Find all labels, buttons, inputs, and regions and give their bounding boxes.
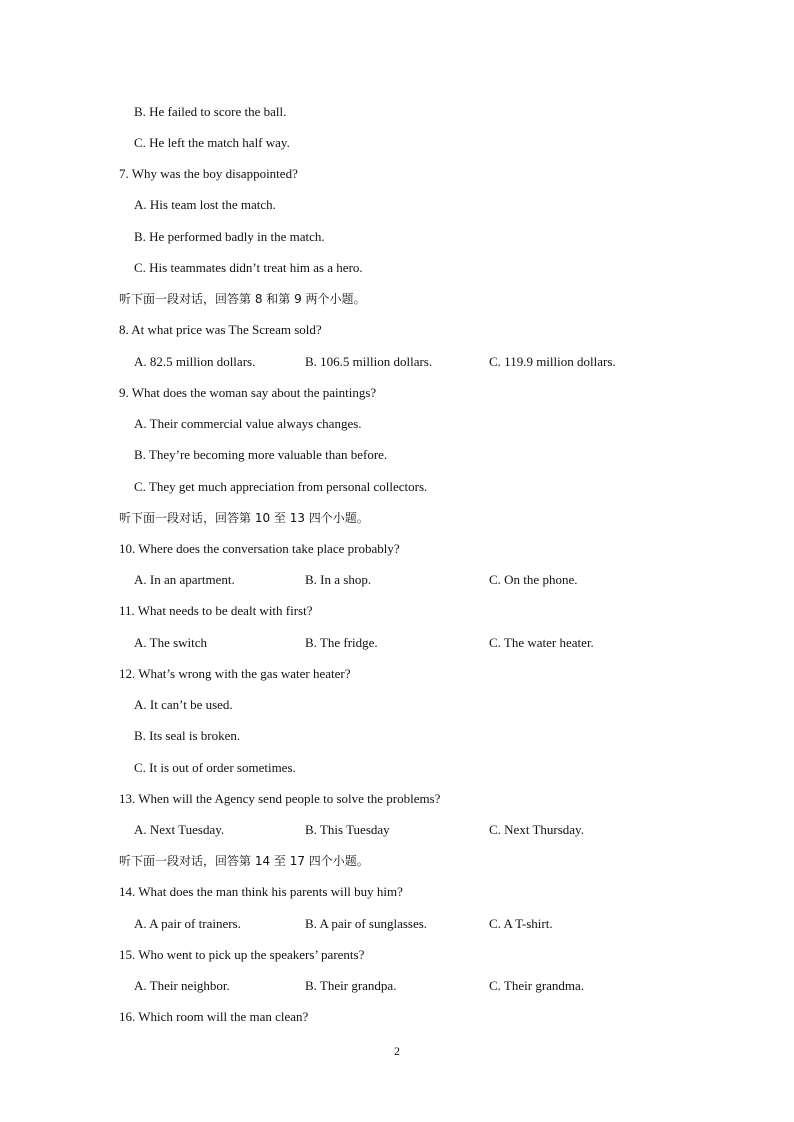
q14-options bbox=[134, 916, 694, 932]
q9-option-c: C. They get much appreciation from personal collectors. bbox=[134, 479, 428, 494]
q15-option-c: C. Their grandma. bbox=[489, 978, 585, 993]
q14-option-c: C. A T-shirt. bbox=[489, 916, 553, 931]
q10-option-a: A. In an apartment. bbox=[134, 572, 235, 587]
q7-option-c: C. His teammates didn’t treat him as a hero. bbox=[134, 260, 363, 275]
instruction-8-9: 听下面一段对话，回答第 8 和第 9 两个小题。 bbox=[119, 292, 366, 306]
q7-option-a: A. His team lost the match. bbox=[134, 197, 276, 212]
q9-question: 9. What does the woman say about the paintings? bbox=[119, 385, 377, 400]
q13-option-c: C. Next Thursday. bbox=[489, 822, 584, 837]
q15-options bbox=[134, 978, 694, 994]
instruction-10-13: 听下面一段对话，回答第 10 至 13 四个小题。 bbox=[119, 511, 369, 525]
q11-option-c: C. The water heater. bbox=[489, 635, 594, 650]
page-number: 2 bbox=[394, 1044, 400, 1058]
q8-options bbox=[134, 354, 694, 370]
q7-question: 7. Why was the boy disappointed? bbox=[119, 166, 298, 181]
q11-option-b: B. The fridge. bbox=[305, 635, 378, 650]
q10-option-b: B. In a shop. bbox=[305, 572, 372, 587]
q13-option-b: B. This Tuesday bbox=[305, 822, 390, 837]
q8-option-c: C. 119.9 million dollars. bbox=[489, 354, 616, 369]
q8-question: 8. At what price was The Scream sold? bbox=[119, 322, 322, 337]
q6-option-c: C. He left the match half way. bbox=[134, 135, 290, 150]
q15-option-a: A. Their neighbor. bbox=[134, 978, 230, 993]
q6-option-b: B. He failed to score the ball. bbox=[134, 104, 287, 119]
q13-option-a: A. Next Tuesday. bbox=[134, 822, 225, 837]
q13-question: 13. When will the Agency send people to solve the problems? bbox=[119, 791, 441, 806]
q14-question: 14. What does the man think his parents will buy him? bbox=[119, 884, 403, 899]
q12-option-b: B. Its seal is broken. bbox=[134, 728, 241, 743]
q15-option-b: B. Their grandpa. bbox=[305, 978, 397, 993]
q11-question: 11. What needs to be dealt with first? bbox=[119, 603, 313, 618]
q9-option-b: B. They’re becoming more valuable than before. bbox=[134, 447, 388, 462]
q11-option-a: A. The switch bbox=[134, 635, 208, 650]
q8-option-b: B. 106.5 million dollars. bbox=[305, 354, 433, 369]
q12-option-c: C. It is out of order sometimes. bbox=[134, 760, 296, 775]
q10-question: 10. Where does the conversation take place probably? bbox=[119, 541, 400, 556]
q9-option-a: A. Their commercial value always changes. bbox=[134, 416, 362, 431]
q14-option-a: A. A pair of trainers. bbox=[134, 916, 241, 931]
q11-options bbox=[134, 635, 694, 651]
q15-question: 15. Who went to pick up the speakers’ parents? bbox=[119, 947, 365, 962]
q7-option-b: B. He performed badly in the match. bbox=[134, 229, 325, 244]
q8-option-a: A. 82.5 million dollars. bbox=[134, 354, 256, 369]
q12-question: 12. What’s wrong with the gas water heater? bbox=[119, 666, 351, 681]
instruction-14-17: 听下面一段对话，回答第 14 至 17 四个小题。 bbox=[119, 854, 369, 868]
q16-question: 16. Which room will the man clean? bbox=[119, 1009, 309, 1024]
q10-option-c: C. On the phone. bbox=[489, 572, 578, 587]
q13-options bbox=[134, 822, 694, 838]
q10-options bbox=[134, 572, 694, 588]
q14-option-b: B. A pair of sunglasses. bbox=[305, 916, 428, 931]
q12-option-a: A. It can’t be used. bbox=[134, 697, 233, 712]
